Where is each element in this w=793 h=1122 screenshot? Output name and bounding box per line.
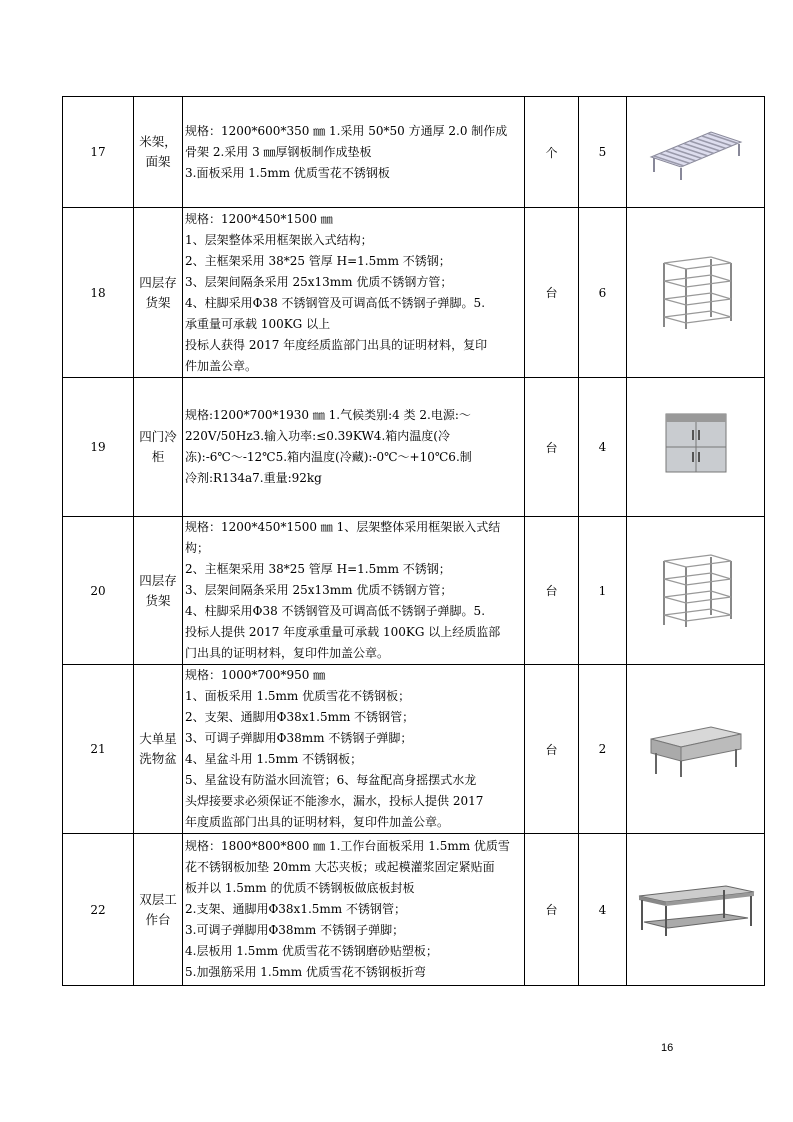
item-unit-text: 台 xyxy=(545,742,558,757)
item-name xyxy=(134,834,183,986)
item-unit xyxy=(525,208,579,378)
spec-line: 骨架 2.采用 3 ㎜厚钢板制作成垫板 xyxy=(185,144,372,159)
item-quantity xyxy=(579,834,627,986)
spec-line: 规格:1200*700*1930 ㎜ 1.气候类别:4 类 2.电源:～ xyxy=(185,408,471,422)
item-name xyxy=(134,97,183,208)
item-qty: 4 xyxy=(598,440,607,454)
item-spec xyxy=(183,208,525,378)
item-image-cell xyxy=(627,665,765,834)
item-quantity xyxy=(579,97,627,208)
item-number xyxy=(63,517,134,665)
four-door-fridge-image xyxy=(627,412,764,482)
item-no: 18 xyxy=(90,285,106,300)
spec-line: 头焊接要求必须保证不能渗水，漏水，投标人提供 2017 xyxy=(185,794,484,808)
four-tier-shelf-image xyxy=(627,553,764,628)
item-name-text: 四层存货架 xyxy=(139,274,177,310)
item-spec xyxy=(183,665,525,834)
spec-line: 花不锈钢板加垫 20mm 大芯夹板；或起模灌浆固定紧贴面 xyxy=(185,860,495,874)
spec-line: 规格：1200*450*1500 ㎜ 1、层架整体采用框架嵌入式结 xyxy=(185,520,501,534)
item-image-cell xyxy=(627,97,765,208)
item-name-text: 四门冷柜 xyxy=(139,429,177,464)
table-row xyxy=(63,378,765,517)
item-number xyxy=(63,97,134,208)
item-quantity xyxy=(579,517,627,665)
spec-line: 4、柱脚采用Φ38 不锈钢管及可调高低不锈钢子弹脚。5. xyxy=(185,295,486,310)
item-name-text: 双层工作台 xyxy=(139,891,177,927)
item-name-text: 四层存货架 xyxy=(139,572,177,608)
item-image-cell xyxy=(627,834,765,986)
item-spec xyxy=(183,834,525,986)
item-name xyxy=(134,665,183,834)
spec-line: 4、星盆斗用 1.5mm 不锈钢板； xyxy=(185,752,363,766)
spec-line: 5、星盆设有防溢水回流管；6、每盆配高身摇摆式水龙 xyxy=(185,773,477,787)
item-name-text: 米架，面架 xyxy=(139,134,177,169)
spec-line: 2、支架、通脚用Φ38x1.5mm 不锈钢管； xyxy=(185,710,415,724)
item-unit-text: 台 xyxy=(545,903,558,917)
spec-line: 3、可调子弹脚用Φ38mm 不锈钢子弹脚； xyxy=(185,731,413,745)
item-unit-text: 台 xyxy=(545,286,558,300)
spec-line: 件加盖公章。 xyxy=(185,358,258,373)
item-no: 20 xyxy=(90,583,106,598)
spec-line: 构； xyxy=(185,541,210,555)
item-image-cell xyxy=(627,208,765,378)
spec-line: 3、层架间隔条采用 25x13mm 优质不锈钢方管； xyxy=(185,274,453,289)
item-name xyxy=(134,208,183,378)
spec-line: 规格：1200*450*1500 ㎜ xyxy=(185,211,333,226)
item-qty: 6 xyxy=(598,285,607,300)
spec-line: 年度质监部门出具的证明材料，复印件加盖公章。 xyxy=(185,815,450,829)
spec-line: 1、面板采用 1.5mm 优质雪花不锈钢板； xyxy=(185,689,411,703)
item-quantity xyxy=(579,208,627,378)
item-spec xyxy=(183,97,525,208)
item-qty: 1 xyxy=(598,583,607,598)
spec-line: 规格：1800*800*800 ㎜ 1.工作台面板采用 1.5mm 优质雪 xyxy=(185,839,510,853)
spec-line: 220V/50Hz3.输入功率:≤0.39KW4.箱内温度(冷 xyxy=(185,429,450,443)
item-unit xyxy=(525,378,579,517)
spec-line: 2.支架、通脚用Φ38x1.5mm 不锈钢管； xyxy=(185,902,406,916)
item-no: 17 xyxy=(90,145,106,159)
spec-line: 2、主框架采用 38*25 管厚 H=1.5mm 不锈钢； xyxy=(185,253,451,268)
item-no: 21 xyxy=(90,742,106,756)
item-name-text: 大单星洗物盆 xyxy=(139,731,177,766)
four-tier-shelf-image xyxy=(627,255,764,330)
table-row xyxy=(63,208,765,378)
spec-line: 投标人提供 2017 年度承重量可承载 100KG 以上经质监部 xyxy=(185,625,501,639)
spec-line: 3、层架间隔条采用 25x13mm 优质不锈钢方管； xyxy=(185,583,453,597)
spec-line: 投标人获得 2017 年度经质监部门出具的证明材料，复印 xyxy=(185,337,488,352)
item-qty: 5 xyxy=(598,145,607,159)
spec-line: 门出具的证明材料，复印件加盖公章。 xyxy=(185,646,390,660)
spec-line: 3.面板采用 1.5mm 优质雪花不锈钢板 xyxy=(185,165,390,180)
spec-line: 4.层板用 1.5mm 优质雪花不锈钢磨砂贴塑板； xyxy=(185,944,438,958)
item-quantity xyxy=(579,378,627,517)
spec-line: 1、层架整体采用框架嵌入式结构； xyxy=(185,232,373,247)
item-number xyxy=(63,665,134,834)
item-unit-text: 个 xyxy=(545,145,558,160)
spec-line: 承重量可承载 100KG 以上 xyxy=(185,316,331,331)
spec-line: 规格：1000*700*950 ㎜ xyxy=(185,668,326,682)
table-row xyxy=(63,97,765,208)
item-name xyxy=(134,517,183,665)
spec-line: 3.可调子弹脚用Φ38mm 不锈钢子弹脚； xyxy=(185,923,405,937)
item-qty: 2 xyxy=(598,742,607,756)
double-work-table-image xyxy=(627,882,764,937)
spec-line: 2、主框架采用 38*25 管厚 H=1.5mm 不锈钢； xyxy=(185,562,451,576)
item-unit-text: 台 xyxy=(545,584,558,598)
item-unit-text: 台 xyxy=(545,440,558,455)
table-row xyxy=(63,834,765,986)
item-qty: 4 xyxy=(598,902,607,917)
item-no: 22 xyxy=(90,902,106,917)
item-spec xyxy=(183,378,525,517)
equipment-table xyxy=(62,96,765,986)
spec-line: 4、柱脚采用Φ38 不锈钢管及可调高低不锈钢子弹脚。5. xyxy=(185,604,486,618)
spec-line: 板并以 1.5mm 的优质不锈钢板做底板封板 xyxy=(185,881,415,895)
item-unit xyxy=(525,97,579,208)
spec-line: 冻):-6℃～-12℃5.箱内温度(冷藏):-0℃～+10℃6.制 xyxy=(185,450,472,464)
item-quantity xyxy=(579,665,627,834)
item-number xyxy=(63,834,134,986)
rice-rack-image xyxy=(627,122,764,182)
item-spec xyxy=(183,517,525,665)
item-number xyxy=(63,378,134,517)
item-unit xyxy=(525,834,579,986)
item-unit xyxy=(525,665,579,834)
spec-line: 冷剂:R134a7.重量:92kg xyxy=(185,471,322,485)
page-number: 16 xyxy=(661,1042,674,1054)
item-image-cell xyxy=(627,517,765,665)
item-name xyxy=(134,378,183,517)
table-row xyxy=(63,665,765,834)
item-unit xyxy=(525,517,579,665)
spec-line: 5.加强筋采用 1.5mm 优质雪花不锈钢板折弯 xyxy=(185,965,426,979)
table-row xyxy=(63,517,765,665)
item-image-cell xyxy=(627,378,765,517)
single-sink-image xyxy=(627,719,764,779)
item-number xyxy=(63,208,134,378)
item-no: 19 xyxy=(90,440,106,454)
spec-line: 规格：1200*600*350 ㎜ 1.采用 50*50 方通厚 2.0 制作成 xyxy=(185,123,508,138)
